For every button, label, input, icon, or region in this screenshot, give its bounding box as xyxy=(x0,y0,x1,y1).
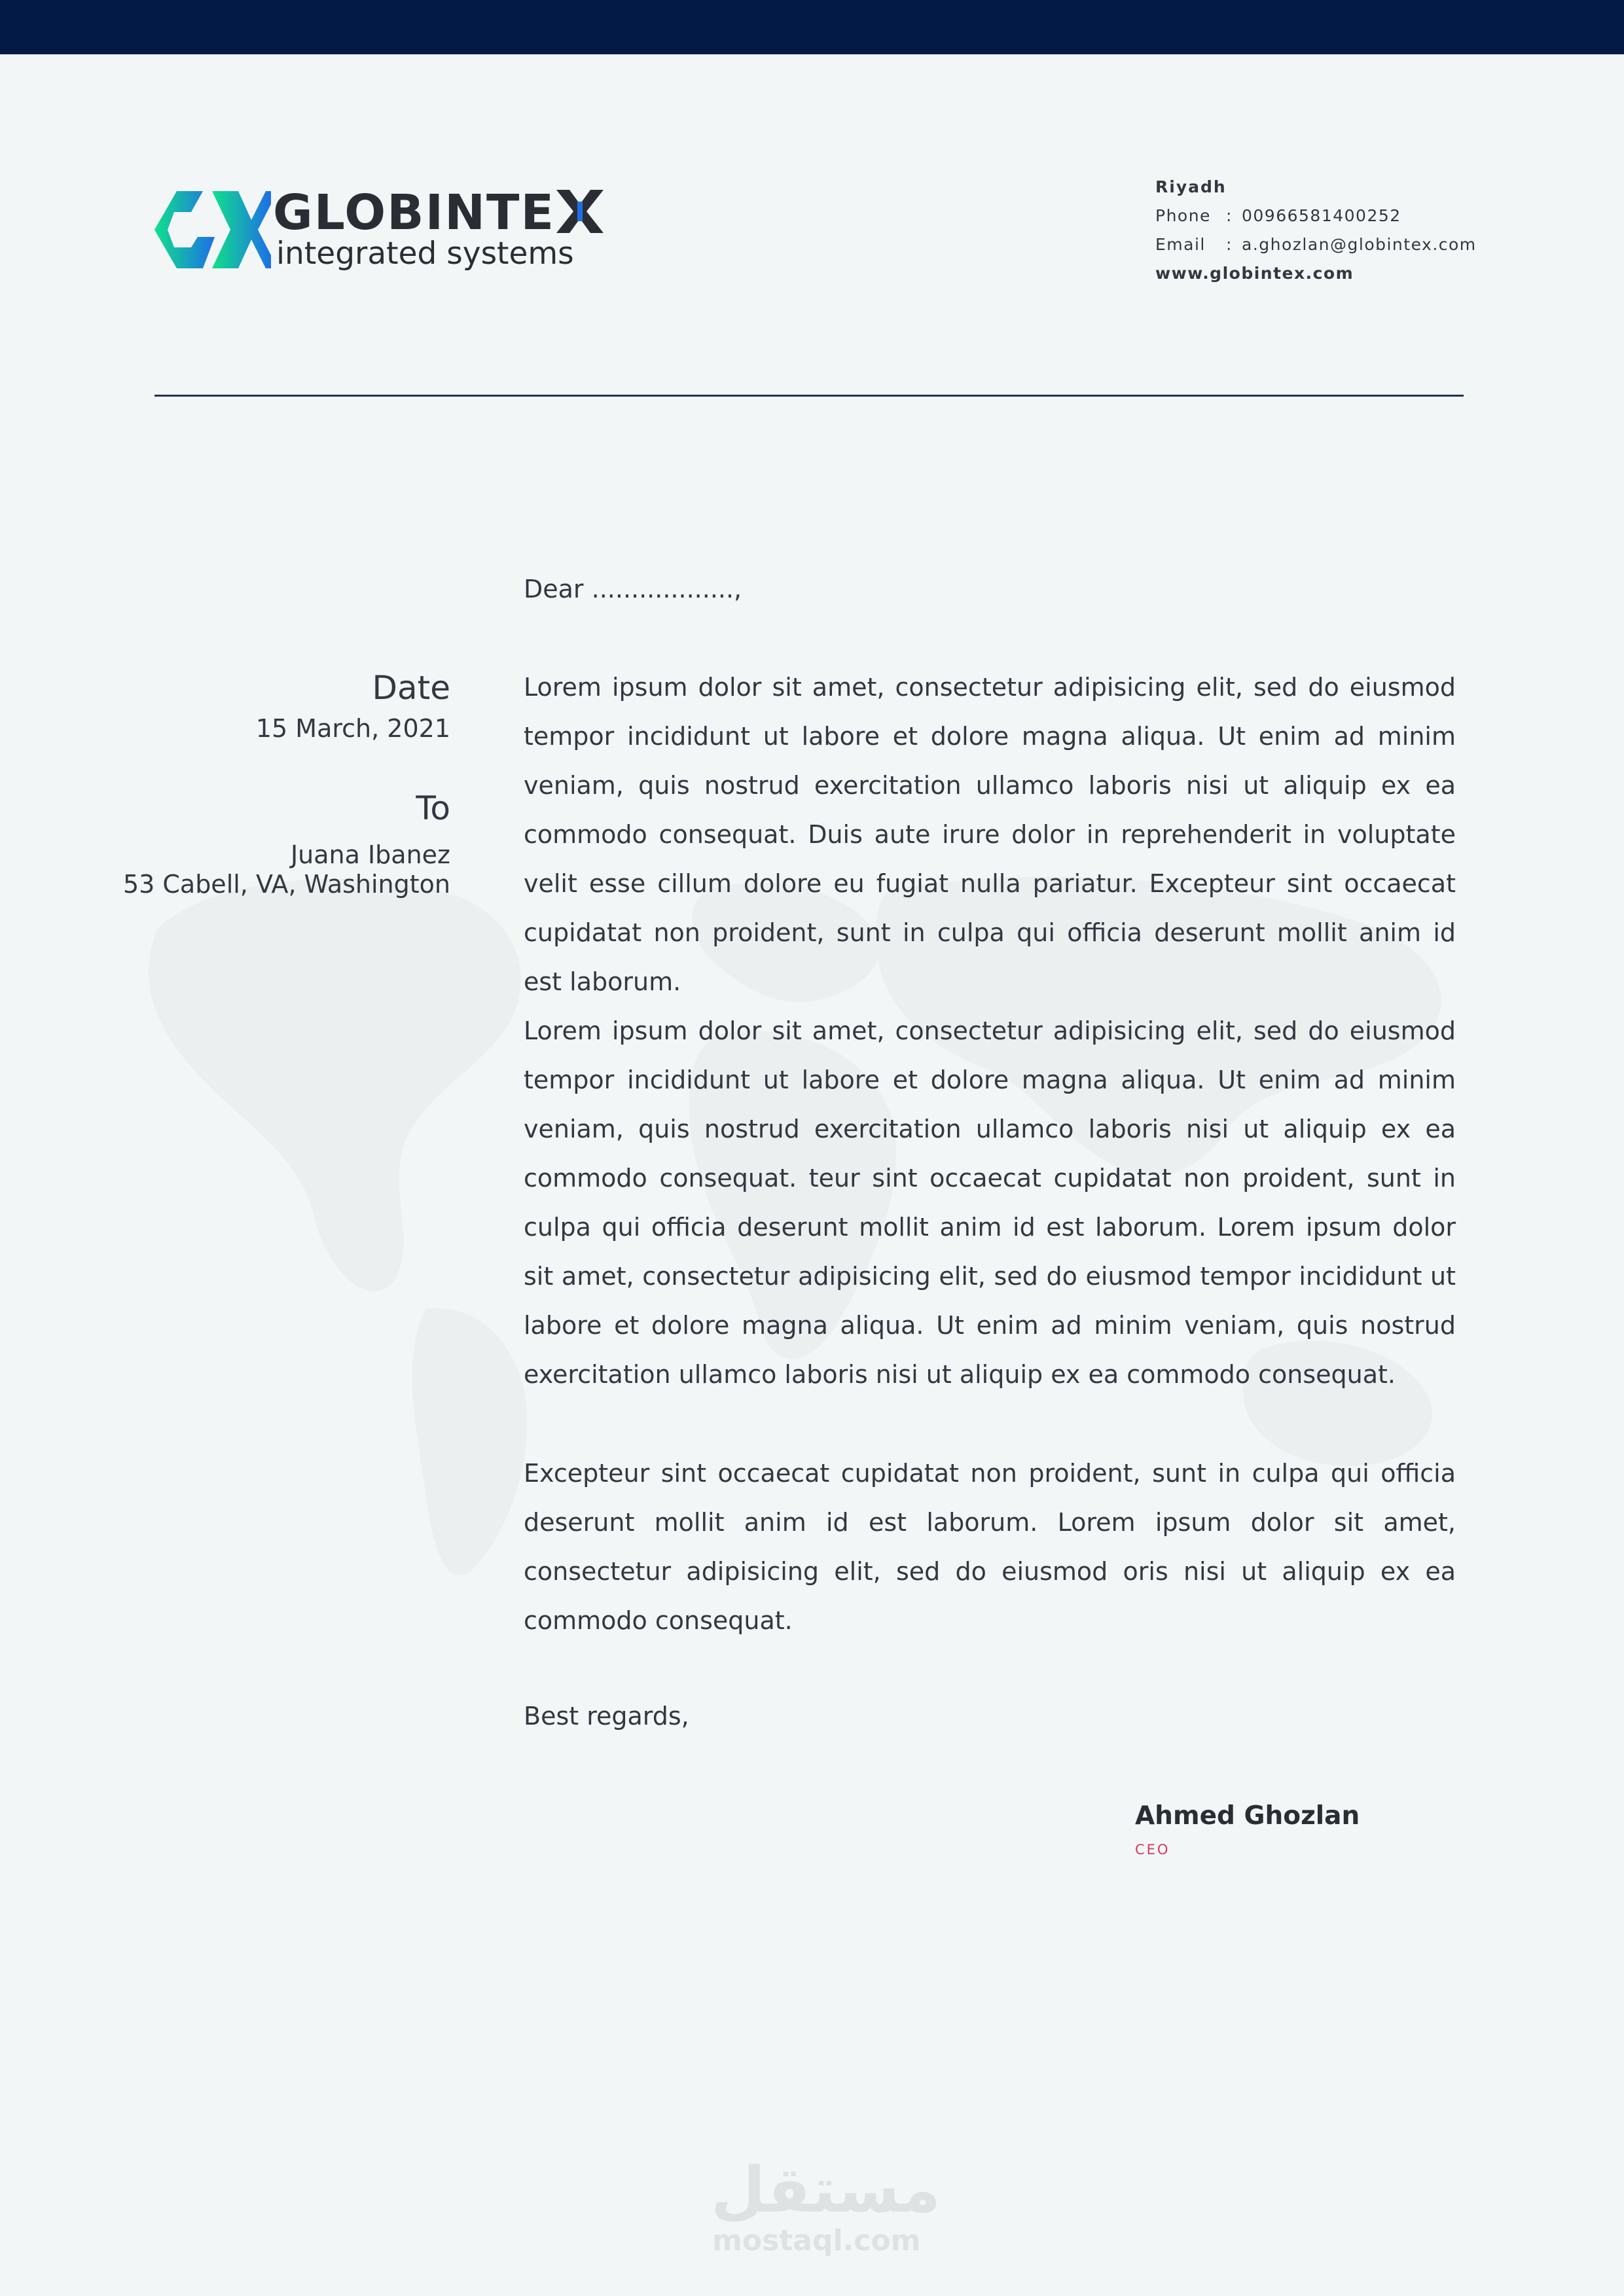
header-divider xyxy=(154,395,1464,397)
email-separator: : xyxy=(1226,235,1233,254)
contact-city: Riyadh xyxy=(1155,177,1227,196)
mostaql-watermark-latin: mostaql.com xyxy=(712,2224,921,2257)
date-value: 15 March, 2021 xyxy=(255,714,450,743)
to-heading: To xyxy=(416,789,450,827)
letter-paragraph-2: Lorem ipsum dolor sit amet, consectetur adipisicing elit, sed do eiusmod tempor incididunt ut labore et dolore magna aliqua. Ut enim ad minim veniam, quis nostrud exercitation ullamco laboris nisi ut aliquip ex ea commodo consequat. teur sint occaecat cupidatat non proident, sunt in culpa qui officia deserunt mollit anim id est laborum. Lorem ipsum dolor sit amet, consectetur adipisicing elit, sed do eiusmod tempor incididunt ut labore et dolore magna aliqua. Ut enim ad minim veniam, quis nostrud exercitation ullamco laboris nisi ut aliquip ex ea commodo consequat. xyxy=(524,1016,1456,1389)
contact-email-row xyxy=(1155,230,1477,259)
letter-paragraph-1: Lorem ipsum dolor sit amet, consectetur adipisicing elit, sed do eiusmod tempor incididunt ut labore et dolore magna aliqua. Ut enim ad minim veniam, quis nostrud exercitation ullamco laboris nisi ut aliquip ex ea commodo consequat. Duis aute irure dolor in reprehenderit in voluptate velit esse cillum dolore eu fugiat nulla pariatur. Excepteur sint occaecat cupidatat non proident, sunt in culpa qui officia deserunt mollit anim id est laborum. xyxy=(524,673,1456,996)
mostaql-watermark-arabic: مستقل xyxy=(711,2153,941,2227)
email-label: Email xyxy=(1155,235,1206,254)
letter-paragraph-3: Excepteur sint occaecat cupidatat non proident, sunt in culpa qui officia deserunt mollit anim id est laborum. Lorem ipsum dolor sit amet, consectetur adipisicing elit, sed do eiusmod oris nisi ut aliquip ex ea commodo consequat. xyxy=(524,1459,1456,1635)
company-logo xyxy=(154,186,613,278)
logo-tagline: integrated systems xyxy=(276,236,574,272)
phone-label: Phone xyxy=(1155,206,1211,225)
contact-phone-row xyxy=(1155,202,1477,230)
date-heading: Date xyxy=(372,669,450,707)
signature-role: CEO xyxy=(1135,1842,1170,1857)
contact-block xyxy=(1155,173,1477,288)
recipient-name: Juana Ibanez xyxy=(290,840,450,869)
logo-mark-icon xyxy=(154,186,271,274)
email-value: a.ghozlan@globintex.com xyxy=(1242,235,1477,254)
phone-value: 00966581400252 xyxy=(1242,206,1401,225)
recipient-address: 53 Cabell, VA, Washington xyxy=(122,870,450,899)
logo-x-icon xyxy=(556,190,604,233)
logo-wordmark: GLOBINTE xyxy=(273,185,556,241)
signature-name: Ahmed Ghozlan xyxy=(1135,1801,1360,1831)
letter-closing: Best regards, xyxy=(524,1702,689,1731)
top-bar xyxy=(0,0,1624,54)
phone-separator: : xyxy=(1226,206,1233,225)
letter-greeting: Dear .................., xyxy=(524,575,742,603)
contact-website: www.globintex.com xyxy=(1155,264,1354,283)
